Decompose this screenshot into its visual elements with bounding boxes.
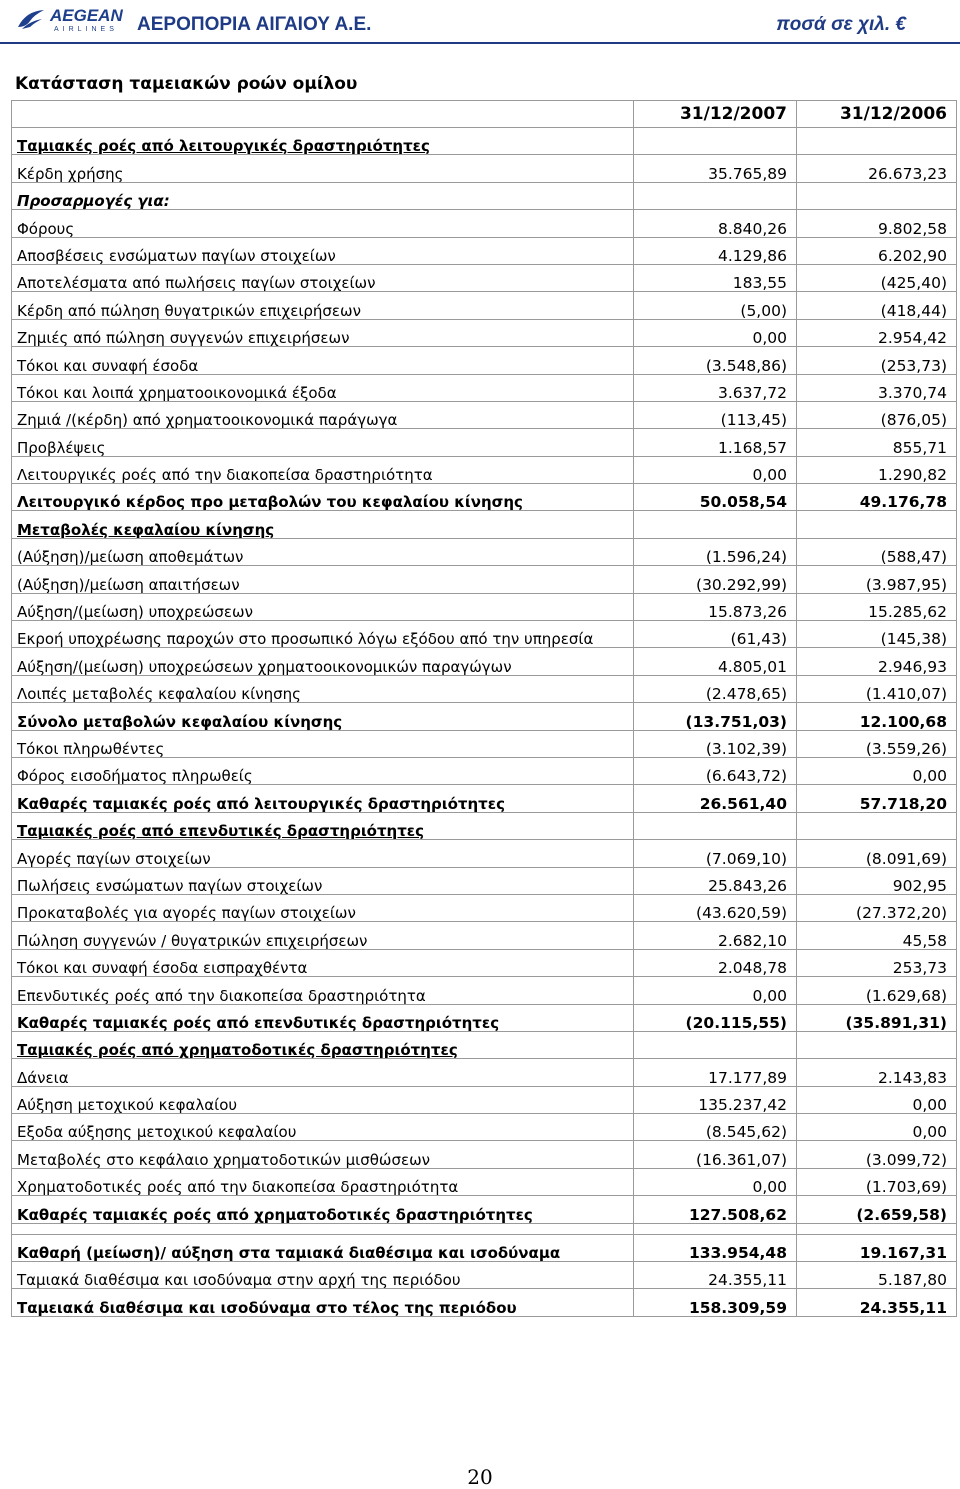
value-2007: (5,00) xyxy=(634,292,797,319)
value-2006: 26.673,23 xyxy=(797,155,957,182)
value-2006: (418,44) xyxy=(797,292,957,319)
value-2006: (253,73) xyxy=(797,347,957,374)
value-2006: 0,00 xyxy=(797,1086,957,1113)
table-row xyxy=(12,1234,957,1261)
table-row xyxy=(12,401,957,428)
value-2007 xyxy=(634,128,797,155)
table-row xyxy=(12,867,957,894)
statement-title: Κατάσταση ταμειακών ροών ομίλου xyxy=(15,74,358,94)
spacer-row xyxy=(12,1223,957,1234)
value-2006: (1.629,68) xyxy=(797,977,957,1004)
value-2007: (113,45) xyxy=(634,401,797,428)
value-2006: 45,58 xyxy=(797,922,957,949)
aegean-bird-icon xyxy=(16,7,46,33)
table-row xyxy=(12,210,957,237)
row-label: Αύξηση μετοχικού κεφαλαίου xyxy=(12,1086,634,1113)
row-label: Τόκοι πληρωθέντες xyxy=(12,730,634,757)
table-row xyxy=(12,292,957,319)
value-2006: 5.187,80 xyxy=(797,1262,957,1289)
value-2006: (1.410,07) xyxy=(797,675,957,702)
header-divider xyxy=(0,42,960,44)
table-row xyxy=(12,977,957,1004)
value-2006: 24.355,11 xyxy=(797,1289,957,1316)
row-label: Δάνεια xyxy=(12,1059,634,1086)
table-row xyxy=(12,1196,957,1223)
value-2007: 1.168,57 xyxy=(634,429,797,456)
value-2006 xyxy=(797,812,957,839)
value-2007: 135.237,42 xyxy=(634,1086,797,1113)
value-2007: 25.843,26 xyxy=(634,867,797,894)
table-row xyxy=(12,319,957,346)
row-label: Μεταβολές κεφαλαίου κίνησης xyxy=(12,511,634,538)
table-row xyxy=(12,840,957,867)
value-2007: (3.102,39) xyxy=(634,730,797,757)
row-label: Προβλέψεις xyxy=(12,429,634,456)
value-2006: (425,40) xyxy=(797,264,957,291)
value-2006: 2.946,93 xyxy=(797,648,957,675)
table-row xyxy=(12,1168,957,1195)
value-2006: 9.802,58 xyxy=(797,210,957,237)
column-header-2006: 31/12/2006 xyxy=(797,101,957,128)
value-2006: (8.091,69) xyxy=(797,840,957,867)
row-label: Αύξηση/(μείωση) υποχρεώσεων χρηματοοικονομικών παραγώγων xyxy=(12,648,634,675)
value-2006: (27.372,20) xyxy=(797,894,957,921)
table-row xyxy=(12,128,957,155)
value-2007 xyxy=(634,812,797,839)
value-2007: 50.058,54 xyxy=(634,484,797,511)
table-row xyxy=(12,1086,957,1113)
value-2006: (2.659,58) xyxy=(797,1196,957,1223)
value-2007: (61,43) xyxy=(634,621,797,648)
table-row xyxy=(12,894,957,921)
value-2007: (2.478,65) xyxy=(634,675,797,702)
value-2007 xyxy=(634,511,797,538)
value-2007: 35.765,89 xyxy=(634,155,797,182)
table-row xyxy=(12,237,957,264)
value-2006: 0,00 xyxy=(797,757,957,784)
row-label: Τόκοι και συναφή έσοδα εισπραχθέντα xyxy=(12,949,634,976)
value-2006: 57.718,20 xyxy=(797,785,957,812)
value-2006 xyxy=(797,1031,957,1058)
row-label: Κέρδη χρήσης xyxy=(12,155,634,182)
value-2006: (876,05) xyxy=(797,401,957,428)
company-name: ΑΕΡΟΠΟΡΙΑ ΑΙΓΑΙΟΥ Α.Ε. xyxy=(137,14,372,35)
table-row xyxy=(12,1262,957,1289)
value-2007: 133.954,48 xyxy=(634,1234,797,1261)
table-row xyxy=(12,593,957,620)
value-2007: 127.508,62 xyxy=(634,1196,797,1223)
value-2006: (3.559,26) xyxy=(797,730,957,757)
table-row xyxy=(12,484,957,511)
table-row xyxy=(12,374,957,401)
logo-subtext: AIRLINES xyxy=(54,26,118,33)
value-2007: (6.643,72) xyxy=(634,757,797,784)
row-label: (Αύξηση)/μείωση απαιτήσεων xyxy=(12,566,634,593)
value-2007: (30.292,99) xyxy=(634,566,797,593)
value-2007 xyxy=(634,1031,797,1058)
row-label: Πωλήσεις ενσώματων παγίων στοιχείων xyxy=(12,867,634,894)
logo-text: AEGEAN xyxy=(50,6,123,25)
table-row xyxy=(12,730,957,757)
table-row xyxy=(12,429,957,456)
value-2006: 2.143,83 xyxy=(797,1059,957,1086)
value-2006: (3.099,72) xyxy=(797,1141,957,1168)
row-label: Αποτελέσματα από πωλήσεις παγίων στοιχείων xyxy=(12,264,634,291)
table-row xyxy=(12,675,957,702)
row-label: Προσαρμογές για: xyxy=(12,182,634,209)
row-label: Ταμιακά διαθέσιμα και ισοδύναμα στην αρχή της περιόδου xyxy=(12,1262,634,1289)
value-2007: 4.805,01 xyxy=(634,648,797,675)
row-label: Κέρδη από πώληση θυγατρικών επιχειρήσεων xyxy=(12,292,634,319)
row-label: Φόρος εισοδήματος πληρωθείς xyxy=(12,757,634,784)
table-row xyxy=(12,621,957,648)
value-2006: 902,95 xyxy=(797,867,957,894)
table-row xyxy=(12,785,957,812)
row-label: Καθαρές ταμιακές ροές από επενδυτικές δραστηριότητες xyxy=(12,1004,634,1031)
row-label: Ταμειακά διαθέσιμα και ισοδύναμα στο τέλος της περιόδου xyxy=(12,1289,634,1316)
value-2007: 2.048,78 xyxy=(634,949,797,976)
row-label: Λειτουργικό κέρδος προ μεταβολών του κεφαλαίου κίνησης xyxy=(12,484,634,511)
table-row xyxy=(12,456,957,483)
value-2006: 12.100,68 xyxy=(797,703,957,730)
row-label: Χρηματοδοτικές ροές από την διακοπείσα δραστηριότητα xyxy=(12,1168,634,1195)
value-2007: (8.545,62) xyxy=(634,1114,797,1141)
table-row xyxy=(12,1031,957,1058)
row-label: Ζημιές από πώληση συγγενών επιχειρήσεων xyxy=(12,319,634,346)
value-2006: (35.891,31) xyxy=(797,1004,957,1031)
value-2007: (1.596,24) xyxy=(634,538,797,565)
value-2006: (3.987,95) xyxy=(797,566,957,593)
value-2007: 0,00 xyxy=(634,456,797,483)
value-2007 xyxy=(634,182,797,209)
row-label: Σύνολο μεταβολών κεφαλαίου κίνησης xyxy=(12,703,634,730)
table-row xyxy=(12,922,957,949)
value-2006: 1.290,82 xyxy=(797,456,957,483)
value-2007: (7.069,10) xyxy=(634,840,797,867)
row-label: Λοιπές μεταβολές κεφαλαίου κίνησης xyxy=(12,675,634,702)
page-header xyxy=(0,0,960,44)
table-row xyxy=(12,1004,957,1031)
page-number: 20 xyxy=(467,1465,493,1489)
table-row xyxy=(12,155,957,182)
value-2007: 183,55 xyxy=(634,264,797,291)
row-label: Ταμιακές ροές από χρηματοδοτικές δραστηριότητες xyxy=(12,1031,634,1058)
table-row xyxy=(12,757,957,784)
value-2006 xyxy=(797,128,957,155)
value-2006: (588,47) xyxy=(797,538,957,565)
value-2007: (43.620,59) xyxy=(634,894,797,921)
table-row xyxy=(12,566,957,593)
amounts-note: ποσά σε χιλ. € xyxy=(776,14,906,35)
row-label: Μεταβολές στο κεφάλαιο χρηματοδοτικών μισθώσεων xyxy=(12,1141,634,1168)
row-label: Ταμιακές ροές από λειτουργικές δραστηριότητες xyxy=(12,128,634,155)
value-2007: 15.873,26 xyxy=(634,593,797,620)
value-2006 xyxy=(797,511,957,538)
value-2006: 0,00 xyxy=(797,1114,957,1141)
table-header-row xyxy=(12,101,957,128)
value-2007: 24.355,11 xyxy=(634,1262,797,1289)
value-2006: 2.954,42 xyxy=(797,319,957,346)
row-label: Καθαρή (μείωση)/ αύξηση στα ταμιακά διαθέσιμα και ισοδύναμα xyxy=(12,1234,634,1261)
row-label: Ταμιακές ροές από επενδυτικές δραστηριότητες xyxy=(12,812,634,839)
value-2007: (16.361,07) xyxy=(634,1141,797,1168)
table-row xyxy=(12,1289,957,1316)
row-label: Ζημιά /(κέρδη) από χρηματοοικονομικά παράγωγα xyxy=(12,401,634,428)
row-label: Αγορές παγίων στοιχείων xyxy=(12,840,634,867)
table-row xyxy=(12,1141,957,1168)
value-2007: 26.561,40 xyxy=(634,785,797,812)
value-2006 xyxy=(797,182,957,209)
value-2007: 8.840,26 xyxy=(634,210,797,237)
row-label: Τόκοι και συναφή έσοδα xyxy=(12,347,634,374)
value-2006: 19.167,31 xyxy=(797,1234,957,1261)
column-header-2007: 31/12/2007 xyxy=(634,101,797,128)
value-2006: 15.285,62 xyxy=(797,593,957,620)
table-row xyxy=(12,949,957,976)
table-row xyxy=(12,1059,957,1086)
cash-flow-table xyxy=(11,100,957,1317)
value-2007: 4.129,86 xyxy=(634,237,797,264)
table-row xyxy=(12,347,957,374)
value-2007: 158.309,59 xyxy=(634,1289,797,1316)
value-2006: 855,71 xyxy=(797,429,957,456)
value-2007: 2.682,10 xyxy=(634,922,797,949)
value-2007: (20.115,55) xyxy=(634,1004,797,1031)
row-label: Λειτουργικές ροές από την διακοπείσα δραστηριότητα xyxy=(12,456,634,483)
row-label: Καθαρές ταμιακές ροές από λειτουργικές δραστηριότητες xyxy=(12,785,634,812)
row-label: Πώληση συγγενών / θυγατρικών επιχειρήσεων xyxy=(12,922,634,949)
row-label: Προκαταβολές για αγορές παγίων στοιχείων xyxy=(12,894,634,921)
table-row xyxy=(12,538,957,565)
table-row xyxy=(12,182,957,209)
value-2007: (3.548,86) xyxy=(634,347,797,374)
table-row xyxy=(12,511,957,538)
aegean-logo xyxy=(12,4,122,38)
table-row xyxy=(12,264,957,291)
table-row xyxy=(12,812,957,839)
row-label: Επενδυτικές ροές από την διακοπείσα δραστηριότητα xyxy=(12,977,634,1004)
row-label: Φόρους xyxy=(12,210,634,237)
header-label-cell xyxy=(12,101,634,128)
value-2006: 3.370,74 xyxy=(797,374,957,401)
value-2007: 0,00 xyxy=(634,1168,797,1195)
value-2006: (1.703,69) xyxy=(797,1168,957,1195)
row-label: Καθαρές ταμιακές ροές από χρηματοδοτικές δραστηριότητες xyxy=(12,1196,634,1223)
row-label: (Αύξηση)/μείωση αποθεμάτων xyxy=(12,538,634,565)
row-label: Τόκοι και λοιπά χρηματοοικονομικά έξοδα xyxy=(12,374,634,401)
table-row xyxy=(12,1114,957,1141)
row-label: Εκροή υποχρέωσης παροχών στο προσωπικό λόγω εξόδου από την υπηρεσία xyxy=(12,621,634,648)
value-2007: 17.177,89 xyxy=(634,1059,797,1086)
value-2007: 0,00 xyxy=(634,977,797,1004)
value-2006: 253,73 xyxy=(797,949,957,976)
value-2006: 49.176,78 xyxy=(797,484,957,511)
value-2006: (145,38) xyxy=(797,621,957,648)
value-2007: 3.637,72 xyxy=(634,374,797,401)
value-2007: 0,00 xyxy=(634,319,797,346)
row-label: Αποσβέσεις ενσώματων παγίων στοιχείων xyxy=(12,237,634,264)
value-2006: 6.202,90 xyxy=(797,237,957,264)
table-row xyxy=(12,648,957,675)
row-label: Αύξηση/(μείωση) υποχρεώσεων xyxy=(12,593,634,620)
table-row xyxy=(12,703,957,730)
value-2007: (13.751,03) xyxy=(634,703,797,730)
row-label: Εξοδα αύξησης μετοχικού κεφαλαίου xyxy=(12,1114,634,1141)
